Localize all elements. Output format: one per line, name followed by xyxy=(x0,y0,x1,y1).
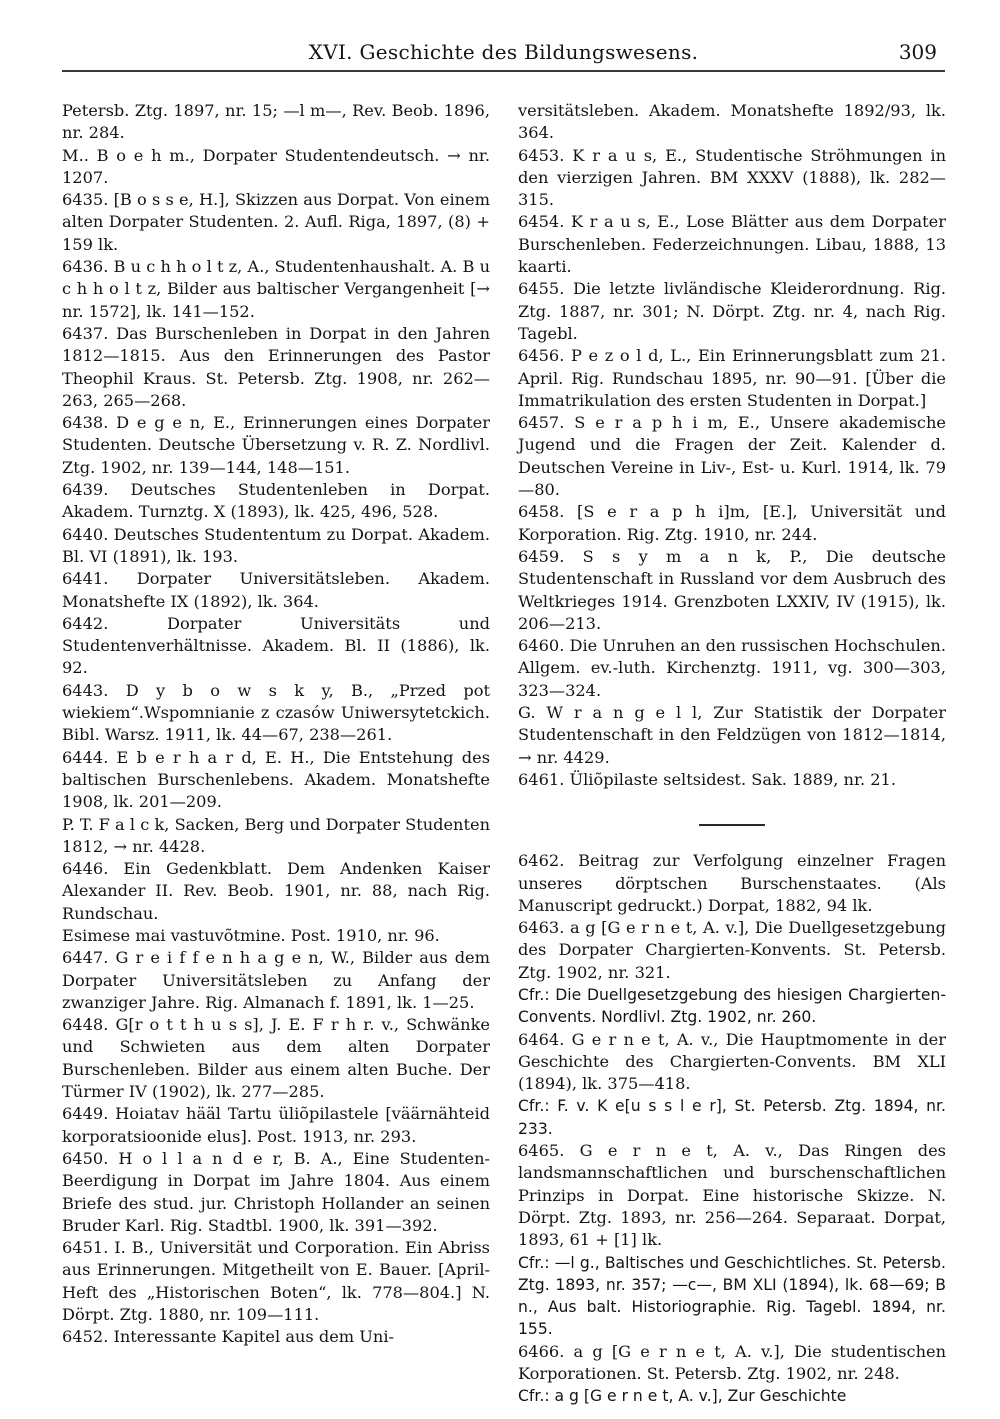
bibliography-entry: 6459. S s y m a n k, P., Die deutsche Studentenschaft in Russland vor dem Ausbruch des Weltkrieges 1914. Grenzboten LXXIV, IV (1915), lk. 206—213. xyxy=(518,546,946,633)
bibliography-entry: 6461. Üliõpilaste seltsidest. Sak. 1889, nr. 21. xyxy=(518,769,896,789)
section-divider xyxy=(699,824,765,826)
left-column xyxy=(62,100,490,1349)
bibliography-entry: M.. B o e h m., Dorpater Studentendeutsch. → nr. 1207. xyxy=(62,145,490,187)
bibliography-entry: 6439. Deutsches Studentenleben in Dorpat. Akadem. Turnztg. X (1893), lk. 425, 496, 528. xyxy=(62,480,490,522)
bibliography-entry: 6455. Die letzte livländische Kleiderordnung. Rig. Ztg. 1887, nr. 301; N. Dörpt. Ztg. nr. 4, nach Rig. Tagebl. xyxy=(518,279,946,343)
cross-reference-note: Cfr.: F. v. K e[u s s l e r], St. Petersb. Ztg. 1894, nr. 233. xyxy=(518,1097,946,1138)
bibliography-entry: 6441. Dorpater Universitätsleben. Akadem. Monatshefte IX (1892), lk. 364. xyxy=(62,569,490,611)
bibliography-entry: 6435. [B o s s e, H.], Skizzen aus Dorpat. Von einem alten Dorpater Studenten. 2. Aufl. Riga, 1897, (8) + 159 lk. xyxy=(62,190,490,254)
bibliography-entry: 6443. D y b o w s k y, B., „Przed pot wiekiem“.Wspomnianie z czasów Uniwersytetckich. Bibl. Warsz. 1911, lk. 44—67, 238—261. xyxy=(62,680,490,745)
bibliography-entry: 6438. D e g e n, E., Erinnerungen eines Dorpater Studenten. Deutsche Übersetzung v. R. Z. Nordlivl. Ztg. 1902, nr. 139—144, 148—151. xyxy=(62,413,490,477)
bibliography-entry: 6437. Das Burschenleben in Dorpat in den Jahren 1812—1815. Aus den Erinnerungen des Pastor Theophil Kraus. St. Petersb. Ztg. 1908, nr. 262—263, 265—268. xyxy=(62,323,490,410)
bibliography-entry: 6465. G e r n e t, A. v., Das Ringen des landsmannschaftlichen und burschenschaftlichen Prinzips in Dorpat. Eine historische Skizze. N. Dörpt. Ztg. 1893, nr. 256—264. Separaat. Dorpat, 1893, 61 + [1] lk. xyxy=(518,1141,946,1250)
bibliography-entry: P. T. F a l c k, Sacken, Berg und Dorpater Studenten 1812, → nr. 4428. xyxy=(62,814,490,856)
bibliography-entry: 6444. E b e r h a r d, E. H., Die Entstehung des baltischen Burschenlebens. Akadem. Monatshefte 1908, lk. 201—209. xyxy=(62,747,490,812)
bibliography-entry: Esimese mai vastuvõtmine. Post. 1910, nr. 96. xyxy=(62,925,440,945)
bibliography-entry: 6448. G[r o t t h u s s], J. E. F r h r. v., Schwänke und Schwieten aus dem alten Dorpater Burschenleben. Bilder aus einem alten Buche. Der Türmer IV (1902), lk. 277—285. xyxy=(62,1015,490,1102)
bibliography-entry: 6436. B u c h h o l t z, A., Studentenhaushalt. A. B u c h h o l t z, Bilder aus baltischer Vergangenheit [→ nr. 1572], lk. 141—152. xyxy=(62,257,490,321)
bibliography-entry: 6466. a g [G e r n e t, A. v.], Die studentischen Korporationen. St. Petersb. Ztg. 1902, nr. 248. xyxy=(518,1341,946,1384)
bibliography-entry: versitätsleben. Akadem. Monatshefte 1892/93, lk. 364. xyxy=(518,101,946,143)
cross-reference-note: Cfr.: a g [G e r n e t, A. v.], Zur Geschichte xyxy=(518,1387,847,1406)
bibliography-entry: 6447. G r e i f f e n h a g e n, W., Bilder aus dem Dorpater Universitätsleben zu Anfang der zwanziger Jahre. Rig. Almanach f. 1891, lk. 1—25. xyxy=(62,948,490,1012)
bibliography-entry: 6450. H o l l a n d e r, B. A., Eine Studenten-Beerdigung in Dorpat im Jahre 1804. Aus einem Briefe des stud. jur. Christoph Hollander an seinen Bruder Karl. Rig. Stadtbl. 1900, lk. 391—392. xyxy=(62,1148,490,1235)
cross-reference-note: Cfr.: Die Duellgesetzgebung des hiesigen Chargierten-Convents. Nordlivl. Ztg. 1902, nr. 260. xyxy=(518,985,946,1027)
running-title: XVI. Geschichte des Bildungswesens. xyxy=(308,40,699,64)
bibliography-entry: 6446. Ein Gedenkblatt. Dem Andenken Kaiser Alexander II. Rev. Beob. 1901, nr. 88, nach Rig. Rundschau. xyxy=(62,859,490,923)
bibliography-entry: 6462. Beitrag zur Verfolgung einzelner Fragen unseres dörptschen Burschenstaates. (Als Manuscript gedruckt.) Dorpat, 1882, 94 lk. xyxy=(518,851,946,915)
bibliography-entry: 6453. K r a u s, E., Studentische Ströhmungen in den vierzigen Jahren. BM XXXV (1888), lk. 282—315. xyxy=(518,145,946,210)
bibliography-entry: 6440. Deutsches Studententum zu Dorpat. Akadem. Bl. VI (1891), lk. 193. xyxy=(62,524,490,566)
bibliography-entry: 6464. G e r n e t, A. v., Die Hauptmomente in der Geschichte des Chargierten-Convents. BM XLI (1894), lk. 375—418. xyxy=(518,1029,946,1094)
bibliography-entry: G. W r a n g e l l, Zur Statistik der Dorpater Studentenschaft in den Feldzügen von 1812—1814, → nr. 4429. xyxy=(518,703,946,767)
right-column-upper-entries xyxy=(518,100,946,791)
bibliography-entry: 6454. K r a u s, E., Lose Blätter aus dem Dorpater Burschenleben. Federzeichnungen. Libau, 1888, 13 kaarti. xyxy=(518,212,946,277)
bibliography-entry: 6460. Die Unruhen an den russischen Hochschulen. Allgem. ev.-luth. Kirchenztg. 1911, vg. 300—303, 323—324. xyxy=(518,636,946,700)
bibliography-entry: 6452. Interessante Kapitel aus dem Uni- xyxy=(62,1327,395,1347)
page-number: 309 xyxy=(898,40,937,64)
bibliography-entry: 6456. P e z o l d, L., Ein Erinnerungsblatt zum 21. April. Rig. Rundschau 1895, nr. 90—91. [Über die Immatrikulation des ersten Studenten in Dorpat.] xyxy=(518,346,946,410)
cross-reference-note: Cfr.: —l g., Baltisches und Geschichtliches. St. Petersb. Ztg. 1893, nr. 357; —c—, BM XLI (1894), lk. 68—69; B n., Aus balt. Historiographie. Rig. Tagebl. 1894, nr. 155. xyxy=(518,1253,946,1339)
bibliography-entry: 6449. Hoiatav hääl Tartu üliõpilastele [väärnähteid korporatsioonide elus]. Post. 1913, nr. 293. xyxy=(62,1104,490,1146)
right-column xyxy=(518,100,946,1408)
right-column-lower-entries xyxy=(518,850,946,1407)
bibliography-entry: 6463. a g [G e r n e t, A. v.], Die Duellgesetzgebung des Dorpater Chargierten-Konvents. St. Petersb. Ztg. 1902, nr. 321. xyxy=(518,918,946,982)
running-header xyxy=(62,36,945,72)
bibliography-entry: 6442. Dorpater Universitäts und Studentenverhältnisse. Akadem. Bl. II (1886), lk. 92. xyxy=(62,613,490,678)
bibliography-entry: 6458. [S e r a p h i]m, [E.], Universität und Korporation. Rig. Ztg. 1910, nr. 244. xyxy=(518,502,946,544)
bibliography-entry: Petersb. Ztg. 1897, nr. 15; —l m—, Rev. Beob. 1896, nr. 284. xyxy=(62,101,490,143)
bibliography-entry: 6457. S e r a p h i m, E., Unsere akademische Jugend und die Fragen der Zeit. Kalender d. Deutschen Vereine in Liv-, Est- u. Kurl. 1914, lk. 79—80. xyxy=(518,413,946,500)
bibliography-entry: 6451. I. B., Universität und Corporation. Ein Abriss aus Erinnerungen. Mitgetheilt von E. Bauer. [April-Heft des „Historischen Boten“, lk. 778—804.] N. Dörpt. Ztg. 1880, nr. 109—111. xyxy=(62,1238,490,1325)
